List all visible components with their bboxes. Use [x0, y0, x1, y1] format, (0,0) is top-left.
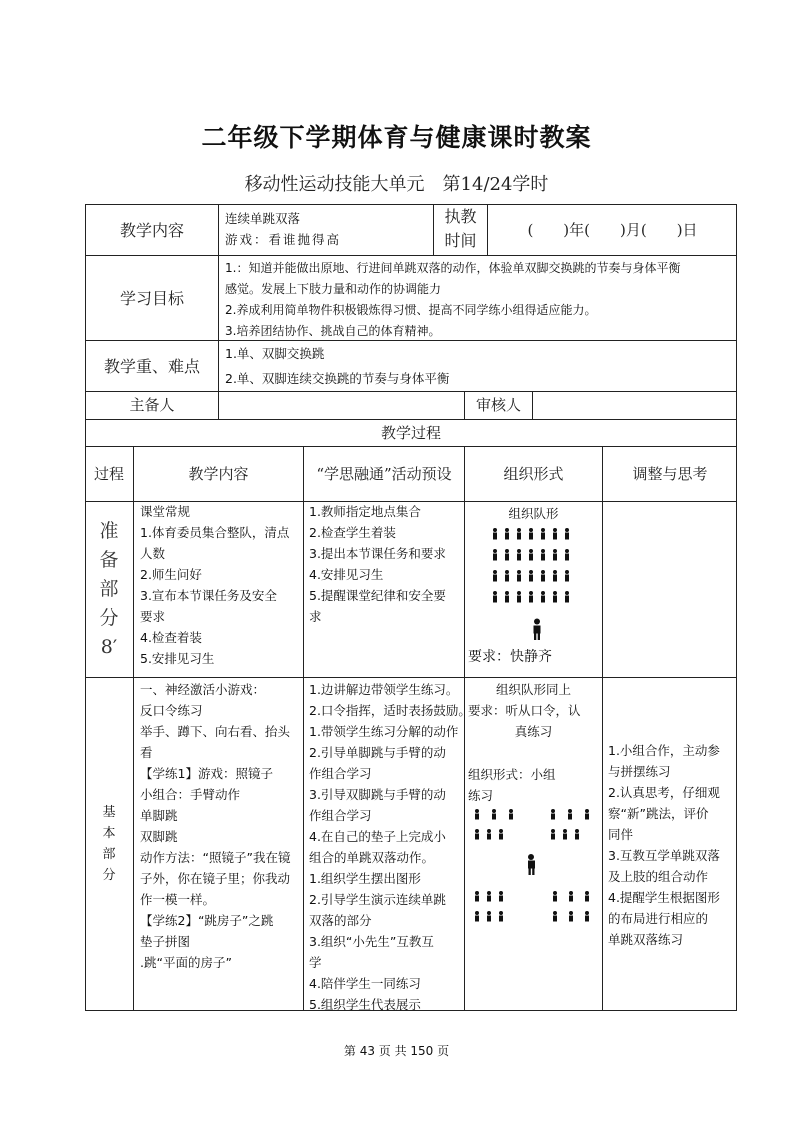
main-activity-line: 2.引导单脚跳与手臂的动: [309, 745, 446, 760]
prep-content-line: 2.师生问好: [140, 567, 202, 582]
column-header: 调整与思考: [632, 464, 708, 483]
student-icon: [552, 528, 558, 540]
main-content-line: 双脚跳: [140, 829, 178, 844]
adjust-line: 与拼摆练习: [608, 764, 671, 779]
key-point-line: 2.单、双脚连续交换跳的节奏与身体平衡: [225, 371, 450, 386]
student-icon: [552, 570, 558, 582]
student-icon: [564, 528, 570, 540]
formation-diagram: [464, 526, 603, 610]
student-group: [553, 891, 589, 922]
page-subtitle: 移动性运动技能大单元 第14/24学时: [244, 174, 549, 195]
main-activity-line: 2.口令指挥，适时表扬鼓励。: [309, 703, 471, 718]
adjust-line: 同伴: [608, 827, 634, 842]
prep-activity-line: 1.教师指定地点集合: [309, 504, 421, 519]
prep-content-line: 要求: [140, 609, 166, 624]
exec-label: 执教: [444, 207, 477, 226]
stage-char: 部: [102, 847, 116, 862]
org-requirement: 要求：听从口令，认: [468, 703, 581, 718]
main-content-line: 单脚跳: [140, 808, 178, 823]
main-content-line: 看: [140, 745, 153, 760]
adjust-line: 1.小组合作，主动参: [608, 743, 720, 758]
stage-char: 分: [99, 607, 119, 629]
main-stage: [85, 677, 133, 1011]
org-requirement: 真练习: [514, 724, 553, 739]
adjust-line: 察“新”跳法，评价: [608, 806, 709, 821]
student-icon: [492, 528, 498, 540]
content-line: 游戏：看谁抛得高: [225, 232, 342, 247]
adjust-line: 4.提醒学生根据图形: [608, 890, 720, 905]
prep-content-line: 5.安排见习生: [140, 651, 215, 666]
goal-line: 1.：知道并能做出原地、行进间单跳双落的动作，体验单双脚交换跳的节奏与身体平衡: [225, 261, 681, 275]
main-content-line: 举手、蹲下、向右看、抬头: [140, 724, 291, 739]
student-row: [464, 589, 603, 610]
main-content-line: .跳“平面的房子”: [140, 955, 232, 970]
main-activity-line: 5.组织学生代表展示: [309, 997, 421, 1012]
student-icon: [564, 549, 570, 561]
stage-char: 备: [99, 549, 119, 571]
key-point-line: 1.单、双脚交换跳: [225, 346, 325, 361]
student-icon: [516, 549, 522, 561]
student-icon: [540, 570, 546, 582]
page-footer: 第 43 页 共 150 页: [343, 1044, 450, 1058]
student-icon: [504, 591, 510, 603]
main-activity-line: 学: [309, 955, 322, 970]
main-activity-line: 组合的单跳双落动作。: [309, 850, 435, 865]
student-group: [551, 809, 589, 840]
student-icon: [552, 591, 558, 603]
main-activity-line: 3.引导双脚跳与手臂的动: [309, 787, 446, 802]
prep-activity-line: 求: [309, 609, 322, 624]
main-content-line: 动作方法：“照镜子”我在镜: [140, 850, 291, 865]
student-icon: [564, 570, 570, 582]
page-title: 二年级下学期体育与健康课时教案: [201, 123, 592, 152]
main-activity-line: 1.边讲解边带领学生练习。: [309, 682, 459, 697]
prep-content-line: 3.宣布本节课任务及安全: [140, 588, 277, 603]
student-row: [464, 526, 603, 547]
time-label: 时间: [444, 231, 477, 250]
main-content-line: 子外，你在镜子里；你我动: [140, 871, 291, 886]
main-activity-line: 3.组织“小先生”互教互: [309, 934, 434, 949]
goal-line: 2.养成利用简单物件积极锻炼得习惯、提高不同学练小组得适应能力。: [225, 303, 597, 317]
student-icon: [516, 591, 522, 603]
student-icon: [540, 549, 546, 561]
stage-char: 8′: [100, 636, 118, 658]
column-header: 教学内容: [188, 464, 249, 483]
student-row: [464, 568, 603, 589]
main-activity-line: 1.带领学生练习分解的动作: [309, 724, 459, 739]
teacher-icon: [528, 854, 535, 875]
student-icon: [528, 570, 534, 582]
main-activity-line: 2.引导学生演示连续单跳: [309, 892, 446, 907]
goal-label: 学习目标: [119, 288, 184, 308]
main-activity-line: 4.陪伴学生一同练习: [309, 976, 421, 991]
prep-content-line: 1.体育委员集合整队，清点: [140, 525, 290, 540]
org-form: 组织形式：小组: [468, 767, 556, 782]
key-points-label: 教学重、难点: [103, 356, 200, 376]
goal-line: 3.培养团结协作、挑战自己的体育精神。: [225, 324, 441, 338]
student-icon: [528, 528, 534, 540]
adjust-line: 2.认真思考，仔细观: [608, 785, 720, 800]
student-icon: [552, 549, 558, 561]
stage-char: 基: [102, 805, 116, 820]
column-header: 组织形式: [503, 464, 564, 483]
date-field: ( )年( )月( )日: [527, 220, 698, 239]
student-icon: [516, 570, 522, 582]
preparer-label: 主备人: [129, 396, 175, 414]
student-icon: [540, 528, 546, 540]
prep-activity-line: 3.提出本节课任务和要求: [309, 546, 446, 561]
stage-char: 分: [102, 868, 116, 883]
content-line: 连续单跳双落: [225, 211, 301, 226]
student-row: [464, 547, 603, 568]
main-content-line: 反口令练习: [140, 703, 203, 718]
org-requirement: 要求：快静齐: [468, 649, 552, 665]
main-content-line: 【学练2】“跳房子”之跳: [140, 913, 274, 928]
reviewer-label: 审核人: [475, 396, 521, 414]
adjust-line: 3.互教互学单跳双落: [608, 848, 720, 863]
adjust-line: 的布局进行相应的: [608, 911, 709, 926]
student-icon: [504, 570, 510, 582]
main-activity-line: 4.在自己的垫子上完成小: [309, 829, 446, 844]
student-icon: [516, 528, 522, 540]
adjust-line: 单跳双落练习: [608, 932, 684, 947]
prep-stage: [85, 501, 133, 678]
student-icon: [492, 549, 498, 561]
stage-char: 准: [99, 520, 119, 542]
adjust-line: 及上肢的组合动作: [608, 869, 709, 884]
student-group: [475, 809, 513, 840]
column-header: 过程: [93, 464, 124, 483]
org-title: 组织队形同上: [495, 682, 571, 697]
prep-content-line: 4.检查着装: [140, 630, 202, 645]
content-label: 教学内容: [119, 220, 184, 240]
prep-content-line: 课堂常规: [140, 504, 191, 519]
main-content-line: 一、神经激活小游戏：: [140, 682, 266, 697]
prep-content-line: 人数: [140, 546, 166, 561]
org-title: 组织队形: [508, 506, 559, 521]
student-icon: [504, 528, 510, 540]
main-content-line: 小组合：手臂动作: [140, 787, 241, 802]
teacher-icon: [531, 618, 543, 640]
student-group: [475, 891, 503, 922]
process-label: 教学过程: [380, 423, 441, 442]
stage-char: 本: [102, 826, 116, 841]
prep-activity-line: 5.提醒课堂纪律和安全要: [309, 588, 446, 603]
student-icon: [492, 570, 498, 582]
student-icon: [540, 591, 546, 603]
main-activity-line: 1.组织学生摆出图形: [309, 871, 421, 886]
main-content-line: 作一模一样。: [140, 892, 216, 907]
main-activity-line: 双落的部分: [309, 913, 372, 928]
stage-char: 部: [99, 578, 119, 600]
prep-activity-line: 2.检查学生着装: [309, 525, 396, 540]
group-formation-diagram: [464, 803, 603, 933]
main-activity-line: 作组合学习: [309, 766, 372, 781]
main-activity-line: 作组合学习: [309, 808, 372, 823]
prep-activity-line: 4.安排见习生: [309, 567, 384, 582]
student-icon: [492, 591, 498, 603]
student-icon: [528, 591, 534, 603]
student-icon: [504, 549, 510, 561]
main-content-line: 【学练1】游戏：照镜子: [140, 766, 273, 781]
main-content-line: 垫子拼图: [140, 934, 191, 949]
student-icon: [528, 549, 534, 561]
student-icon: [564, 591, 570, 603]
column-header: “学思融通”活动预设: [316, 465, 452, 483]
goal-line: 感觉。发展上下肢力量和动作的协调能力: [225, 282, 442, 296]
org-form: 练习: [468, 788, 494, 803]
